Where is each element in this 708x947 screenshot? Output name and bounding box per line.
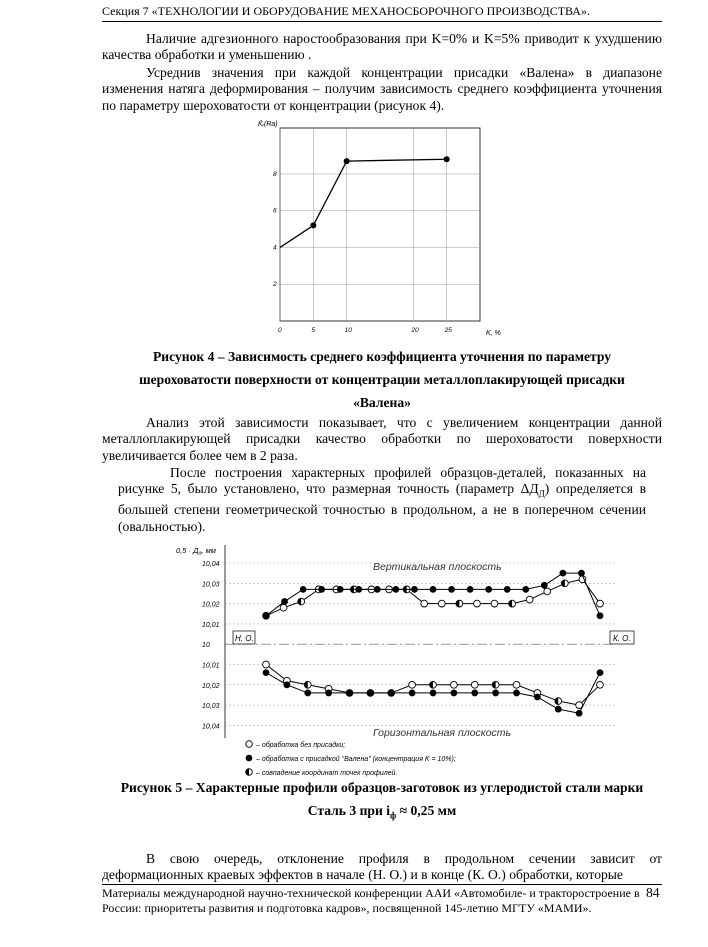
upper-filled-point — [355, 586, 362, 593]
upper-filled-point — [374, 586, 381, 593]
upper-open-point — [438, 600, 445, 607]
figure-4-caption-line-1: Рисунок 4 – Зависимость среднего коэффициента уточнения по параметру — [152, 349, 612, 364]
upper-filled-point — [541, 582, 548, 589]
y-tick-label: 10 — [202, 642, 210, 650]
upper-filled-point — [337, 586, 344, 593]
figure-4-y-axis-label: K̄ᵣ(Ra) — [258, 121, 278, 128]
x-tick-label: 20 — [411, 327, 419, 334]
data-point — [310, 222, 316, 228]
legend-open-circle-icon — [246, 741, 253, 748]
lower-filled-point — [576, 710, 583, 717]
upper-filled-point — [430, 586, 437, 593]
lower-filled-point — [304, 690, 311, 697]
lower-open-point — [263, 661, 270, 668]
upper-filled-point — [318, 586, 325, 593]
lower-filled-point — [346, 690, 353, 697]
lower-filled-point — [450, 690, 457, 697]
upper-open-point — [474, 600, 481, 607]
lower-open-point — [409, 681, 416, 688]
figure-5-caption-line-1: Рисунок 5 – Характерные профили образцов-заготовок из углеродистой стали марки — [120, 780, 644, 795]
figure-5-tick-labels — [202, 561, 220, 730]
data-point — [344, 158, 350, 164]
figure-5-upper-label: Вертикальная плоскость — [373, 561, 502, 573]
series-line — [280, 159, 447, 247]
lower-filled-point — [367, 690, 374, 697]
y-tick-label: 10,04 — [202, 723, 220, 731]
lower-open-point — [471, 681, 478, 688]
legend-filled-circle-icon — [246, 755, 253, 762]
upper-filled-point — [392, 586, 399, 593]
upper-filled-point — [522, 586, 529, 593]
upper-filled-point — [578, 570, 585, 577]
lower-filled-point — [555, 706, 562, 713]
figure-4-caption-line-2: шероховатости поверхности от концентрации металлоплакирующей присадки — [139, 372, 625, 387]
upper-filled-point — [559, 570, 566, 577]
paragraph-1: Наличие адгезионного наростообразования при K=0% и K=5% приводит к ухудшению качества обработки и уменьшению . — [102, 31, 662, 63]
paragraph-5: В свою очередь, отклонение профиля в продольном сечении зависит от деформационных краевых эффектов в начале (Н. О.) и в конце (К. О.) обработки, которые — [102, 851, 662, 883]
lower-filled-point — [283, 681, 290, 688]
lower-filled-point — [597, 669, 604, 676]
figure-5-caption-subscript: ф — [390, 810, 397, 821]
data-point — [444, 156, 450, 162]
upper-open-line — [266, 579, 600, 616]
upper-open-point — [280, 604, 287, 611]
legend-filled-text: – обработка с присадкой "Валена" (концентрация K = 10%); — [256, 756, 456, 763]
figure-5-y-axis-label: $0,5 \cdot Д_д$, мм — [176, 546, 216, 557]
upper-filled-point — [448, 586, 455, 593]
upper-filled-point — [263, 612, 270, 619]
x-tick-label: 0 — [278, 327, 282, 334]
lower-filled-point — [263, 669, 270, 676]
upper-filled-point — [281, 598, 288, 605]
upper-filled-point — [411, 586, 418, 593]
figure-5-series — [263, 570, 604, 717]
lower-filled-point — [534, 694, 541, 701]
y-tick-label: 8 — [273, 170, 277, 178]
y-tick-label: 10,02 — [202, 682, 220, 690]
page-number: 84 — [646, 885, 660, 900]
figure-4-tick-labels — [272, 171, 452, 334]
upper-filled-point — [597, 612, 604, 619]
lower-filled-point — [513, 690, 520, 697]
upper-filled-point — [485, 586, 492, 593]
figure-4-caption-line-3: «Валена» — [353, 395, 411, 410]
y-tick-label: 6 — [273, 207, 277, 215]
figure-5-lower-label: Горизонтальная плоскость — [373, 727, 512, 739]
y-tick-label: 10,03 — [202, 703, 220, 711]
figure-5-profile-diagram — [170, 540, 631, 780]
lower-open-point — [576, 702, 583, 709]
x-tick-label: 5 — [311, 327, 315, 334]
y-tick-label: 4 — [273, 244, 277, 252]
upper-open-point — [526, 596, 533, 603]
footer-text: Материалы международной научно-технической конференции ААИ «Автомобиле- и тракторостроение в России: приоритеты развития и подготовка кадров», посвященной 145-летию МГТУ «МАМИ». — [102, 886, 640, 915]
figure-5-caption-line-2 — [60, 799, 704, 828]
upper-filled-line — [266, 573, 600, 616]
y-tick-label: 10,01 — [202, 621, 220, 629]
lower-filled-point — [409, 690, 416, 697]
y-tick-label: 2 — [273, 281, 277, 289]
paragraph-4-part-a: После построения характерных профилей образцов-деталей, показанных на рисунке 5, было установлено, что размерная точность (параметр ΔД — [118, 465, 646, 497]
upper-filled-point — [467, 586, 474, 593]
paragraph-2: Усреднив значения при каждой концентрации присадки «Валена» в диапазоне изменения натяга деформирования – получим зависимость среднего коэффициента уточнения по параметру шероховатости от концентрации (рисунок 4). — [102, 65, 662, 113]
paragraph-3: Анализ этой зависимости показывает, что с увеличением концентрации данной металлоплакирующей присадки качество обработки по шероховатости поверхности увеличивается более чем в 2 раза. — [102, 415, 662, 463]
upper-open-point — [421, 600, 428, 607]
upper-open-point — [544, 588, 551, 595]
figure-5-caption-part-b: ≈ 0,25 мм — [396, 803, 457, 818]
upper-open-point — [491, 600, 498, 607]
end-marker-label: К. О. — [613, 634, 631, 643]
figure-4-grid — [280, 128, 480, 321]
paragraph-4 — [118, 465, 646, 535]
lower-filled-point — [430, 690, 437, 697]
legend-open-text: – обработка без присадки; — [256, 742, 346, 749]
lower-open-point — [513, 681, 520, 688]
figure-5-caption-part-a: Сталь 3 при i — [307, 803, 390, 818]
lower-open-point — [450, 681, 457, 688]
lower-open-point — [597, 681, 604, 688]
x-tick-label: 10 — [344, 327, 352, 334]
lower-filled-point — [388, 690, 395, 697]
lower-filled-point — [471, 690, 478, 697]
lower-filled-point — [492, 690, 499, 697]
upper-filled-point — [504, 586, 511, 593]
upper-filled-point — [300, 586, 307, 593]
footer-rule — [102, 884, 662, 885]
legend-half-text: – совпадение координат точек профилей. — [256, 770, 398, 777]
figure-4-series — [280, 156, 450, 247]
y-tick-label: 10,03 — [202, 581, 220, 589]
figure-5-legend — [246, 741, 456, 777]
lower-filled-point — [325, 690, 332, 697]
paragraph-4-subscript: Д — [538, 489, 545, 500]
plot-frame — [280, 128, 480, 321]
running-header: Секция 7 «ТЕХНОЛОГИИ И ОБОРУДОВАНИЕ МЕХАНОСБОРОЧНОГО ПРОИЗВОДСТВА». — [102, 4, 662, 22]
y-tick-label: 10,01 — [202, 662, 220, 670]
upper-open-point — [597, 600, 604, 607]
y-tick-label: 10,02 — [202, 601, 220, 609]
start-marker-label: Н. О. — [235, 634, 254, 643]
figure-4-x-axis-label: K, % — [486, 330, 501, 337]
paragraph-4-part-b: ) определяется в большей степени геометрической точностью в продольном, а не в поперечном сечении (овальностью). — [118, 481, 646, 534]
figure-4-chart — [250, 112, 520, 344]
x-tick-label: 25 — [444, 327, 452, 334]
y-tick-label: 10,04 — [202, 561, 220, 568]
